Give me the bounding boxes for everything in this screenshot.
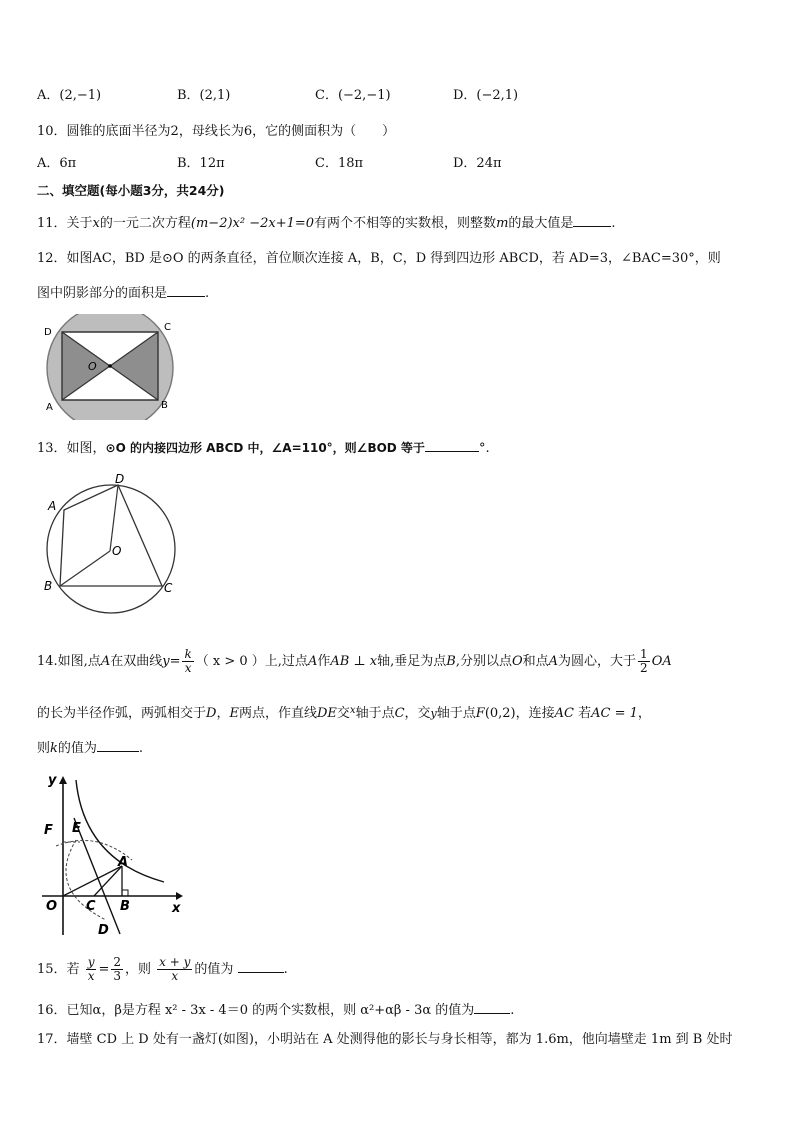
q16-end: . bbox=[510, 1003, 515, 1018]
q13-label-d: D bbox=[115, 472, 125, 486]
q14-fraction-k-over-x bbox=[182, 648, 193, 675]
q11-answer-blank[interactable] bbox=[573, 213, 611, 227]
q17-line: 17．墙壁 CD 上 D 处有一盏灯(如图)，小明站在 A 处测得他的影长与身长相等，都为 1.6m，他向墙壁走 1m 到 B 处时 bbox=[37, 1032, 733, 1047]
q12-line2 bbox=[37, 283, 209, 303]
q14-f-coordinates: (0,2) bbox=[484, 706, 516, 721]
q14-half-denominator: 2 bbox=[640, 661, 648, 675]
q12-text: 图中阴影部分的面积是 bbox=[37, 286, 168, 301]
q13-text-b: ⊙O 的内接四边形 ABCD 中，∠A=110°，则∠BOD 等于 bbox=[105, 441, 425, 455]
q16-answer-blank[interactable] bbox=[474, 1000, 510, 1014]
q12-label-a: A bbox=[46, 402, 53, 413]
q13-quadrilateral bbox=[60, 485, 162, 586]
q13-segment-od bbox=[110, 485, 118, 551]
q13-figure bbox=[38, 470, 188, 616]
q14-line2-a: 的长为半径作弧，两弧相交于 bbox=[37, 706, 207, 721]
q12-label-b: B bbox=[161, 400, 168, 411]
q14-var-k: k bbox=[50, 741, 58, 756]
q9-option-b: B．(2,1) bbox=[177, 88, 231, 103]
q15-text-b: ，则 bbox=[125, 962, 152, 977]
q14-label-o: O bbox=[46, 899, 58, 914]
q14-point-e: E bbox=[229, 706, 239, 721]
q12-label-c: C bbox=[164, 322, 171, 333]
q9-option-c: C．(−2,−1) bbox=[315, 88, 391, 103]
q14-equals: = bbox=[169, 654, 181, 669]
q14-point-a-3: A bbox=[548, 654, 559, 669]
q14-point-c: C bbox=[394, 706, 405, 721]
q14-arrow-y-icon bbox=[59, 776, 67, 784]
q14-line-de: DE bbox=[316, 706, 337, 721]
q15-text-c: 的值为 bbox=[194, 962, 234, 977]
q11-text-b: 的一元二次方程 bbox=[99, 216, 191, 231]
q15-frac-3: 3 bbox=[113, 969, 122, 983]
q14-condition: （ x > 0 ） bbox=[195, 654, 265, 669]
q14-frac-denominator: x bbox=[184, 661, 192, 675]
q14-text-h: 为圆心，大于 bbox=[558, 654, 637, 669]
q11-line bbox=[37, 213, 616, 233]
q9-option-a: A．(2,−1) bbox=[37, 88, 102, 103]
q14-line1 bbox=[37, 648, 672, 675]
q15-end: . bbox=[283, 962, 288, 977]
q13-label-b: B bbox=[44, 579, 53, 593]
q16-line bbox=[37, 1000, 514, 1020]
q10-option-d: D．24π bbox=[453, 156, 502, 171]
q14-text-f: ,分别以点 bbox=[455, 654, 512, 669]
q14-line3-b: 的值为 bbox=[57, 741, 97, 756]
q10-stem: 10．圆锥的底面半径为2，母线长为6，它的侧面积为（ ） bbox=[37, 124, 396, 139]
q14-line2-e: 轴于点 bbox=[355, 706, 395, 721]
q14-label-f: F bbox=[44, 823, 53, 838]
q14-end: . bbox=[138, 741, 144, 756]
q14-fraction-half bbox=[638, 648, 650, 675]
q12-label-o: O bbox=[88, 360, 97, 373]
q15-fraction-xy-over-x bbox=[157, 956, 192, 983]
q12-end: . bbox=[205, 286, 210, 301]
q14-var-y: y bbox=[162, 654, 170, 669]
q13-answer-blank[interactable] bbox=[425, 438, 479, 452]
q15-frac-xy: x + y bbox=[159, 955, 191, 969]
q14-line2-g: 轴于点 bbox=[436, 706, 476, 721]
q10-option-c: C．18π bbox=[315, 156, 364, 171]
q14-label-a: A bbox=[118, 855, 129, 870]
q11-text-c: 有两个不相等的实数根，则整数 bbox=[314, 216, 497, 231]
q15-frac-x: x bbox=[87, 969, 95, 983]
q13-label-o: O bbox=[112, 544, 122, 558]
q14-text-g: 和点 bbox=[522, 654, 549, 669]
q12-figure bbox=[36, 314, 186, 420]
q15-line bbox=[37, 956, 288, 984]
q14-text-c: 上,过点 bbox=[264, 654, 308, 669]
q14-y-axis: y bbox=[430, 707, 437, 720]
q14-text-d: 作 bbox=[317, 654, 331, 669]
q13-circle bbox=[47, 485, 175, 613]
q15-frac-x2: x bbox=[171, 969, 179, 983]
q14-half-numerator: 1 bbox=[640, 647, 648, 661]
q15-answer-blank[interactable] bbox=[238, 959, 284, 973]
q14-label-b: B bbox=[120, 899, 130, 914]
q14-line3 bbox=[37, 738, 143, 758]
q15-fraction-y-over-x bbox=[86, 956, 97, 983]
q14-arrow-x-icon bbox=[176, 892, 183, 900]
q14-point-a: A bbox=[100, 654, 111, 669]
q14-frac-numerator: k bbox=[184, 647, 192, 661]
q14-answer-blank[interactable] bbox=[97, 738, 139, 752]
q10-option-b: B．12π bbox=[177, 156, 225, 171]
q15-text-a: 15．若 bbox=[37, 962, 80, 977]
q14-point-f: F bbox=[475, 706, 485, 721]
q14-text-e: 轴,垂足为点 bbox=[377, 654, 447, 669]
q11-text-a: 11．关于 bbox=[37, 216, 93, 231]
q14-segment-ca bbox=[94, 866, 122, 896]
q14-line2-b: ， bbox=[216, 706, 230, 721]
q14-point-a-2: A bbox=[307, 654, 318, 669]
q12-answer-blank[interactable] bbox=[167, 283, 205, 297]
q14-line3-a: 则 bbox=[37, 741, 51, 756]
q14-point-b: B bbox=[446, 654, 456, 669]
q14-label-e: E bbox=[72, 821, 81, 836]
q11-text-d: 的最大值是 bbox=[508, 216, 574, 231]
q15-frac-y: y bbox=[87, 955, 95, 969]
q12-line1: 12．如图AC，BD 是⊙O 的两条直径，首位顺次连接 A，B，C，D 得到四边形 ABCD，若 AD=3，∠BAC=30°，则 bbox=[37, 251, 721, 266]
q14-line2-d: 交 bbox=[336, 706, 350, 721]
q13-text-a: 13．如图， bbox=[37, 441, 106, 456]
q13-segment-ob bbox=[60, 551, 110, 586]
q13-label-a: A bbox=[48, 499, 57, 513]
q12-label-d: D bbox=[44, 327, 52, 338]
q11-m: m bbox=[496, 216, 509, 231]
q14-line2-f: ，交 bbox=[404, 706, 431, 721]
q14-text-a: 14.如图,点 bbox=[37, 654, 101, 669]
q11-end: . bbox=[611, 216, 616, 231]
q15-equals: = bbox=[98, 962, 110, 977]
q14-point-d: D bbox=[206, 706, 217, 721]
q15-fraction-2-over-3 bbox=[111, 956, 123, 983]
q14-segment-ac: AC bbox=[554, 706, 574, 721]
q14-right-angle-mark bbox=[122, 890, 128, 896]
q13-end: °. bbox=[478, 441, 490, 456]
q14-ab-perp: AB ⊥ x bbox=[330, 654, 378, 669]
q12-center-dot bbox=[108, 364, 112, 368]
q11-equation: (m−2)x² −2x+1=0 bbox=[190, 216, 315, 231]
q14-line2-i: 若 bbox=[578, 706, 592, 721]
q14-oa: OA bbox=[651, 654, 672, 669]
q14-figure bbox=[36, 770, 186, 940]
q14-segment-oa bbox=[63, 866, 122, 896]
q14-line2-j: ， bbox=[637, 706, 651, 721]
q14-ac-equals-1: AC = 1 bbox=[591, 706, 638, 721]
q15-frac-2: 2 bbox=[113, 955, 122, 969]
q11-x: x bbox=[92, 216, 100, 231]
q13-line bbox=[37, 438, 490, 458]
q14-text-b: 在双曲线 bbox=[110, 654, 163, 669]
q10-option-a: A．6π bbox=[37, 156, 77, 171]
q14-line2-c: 两点，作直线 bbox=[238, 706, 317, 721]
q14-label-c: C bbox=[86, 899, 96, 914]
q14-line2 bbox=[37, 702, 651, 723]
q9-option-d: D．(−2,1) bbox=[453, 88, 519, 103]
q13-label-c: C bbox=[164, 581, 173, 595]
q14-line2-h: ，连接 bbox=[515, 706, 555, 721]
q14-x-axis: x bbox=[349, 705, 356, 716]
q14-label-y: y bbox=[48, 773, 57, 788]
section-heading: 二、填空题(每小题3分，共24分) bbox=[37, 183, 225, 198]
q14-label-x: x bbox=[172, 901, 181, 916]
q16-text: 16．已知α，β是方程 x² - 3x - 4＝0 的两个实数根，则 α²+αβ - 3α 的值为 bbox=[37, 1003, 475, 1018]
q14-point-o: O bbox=[511, 654, 523, 669]
q14-label-d: D bbox=[98, 923, 109, 938]
